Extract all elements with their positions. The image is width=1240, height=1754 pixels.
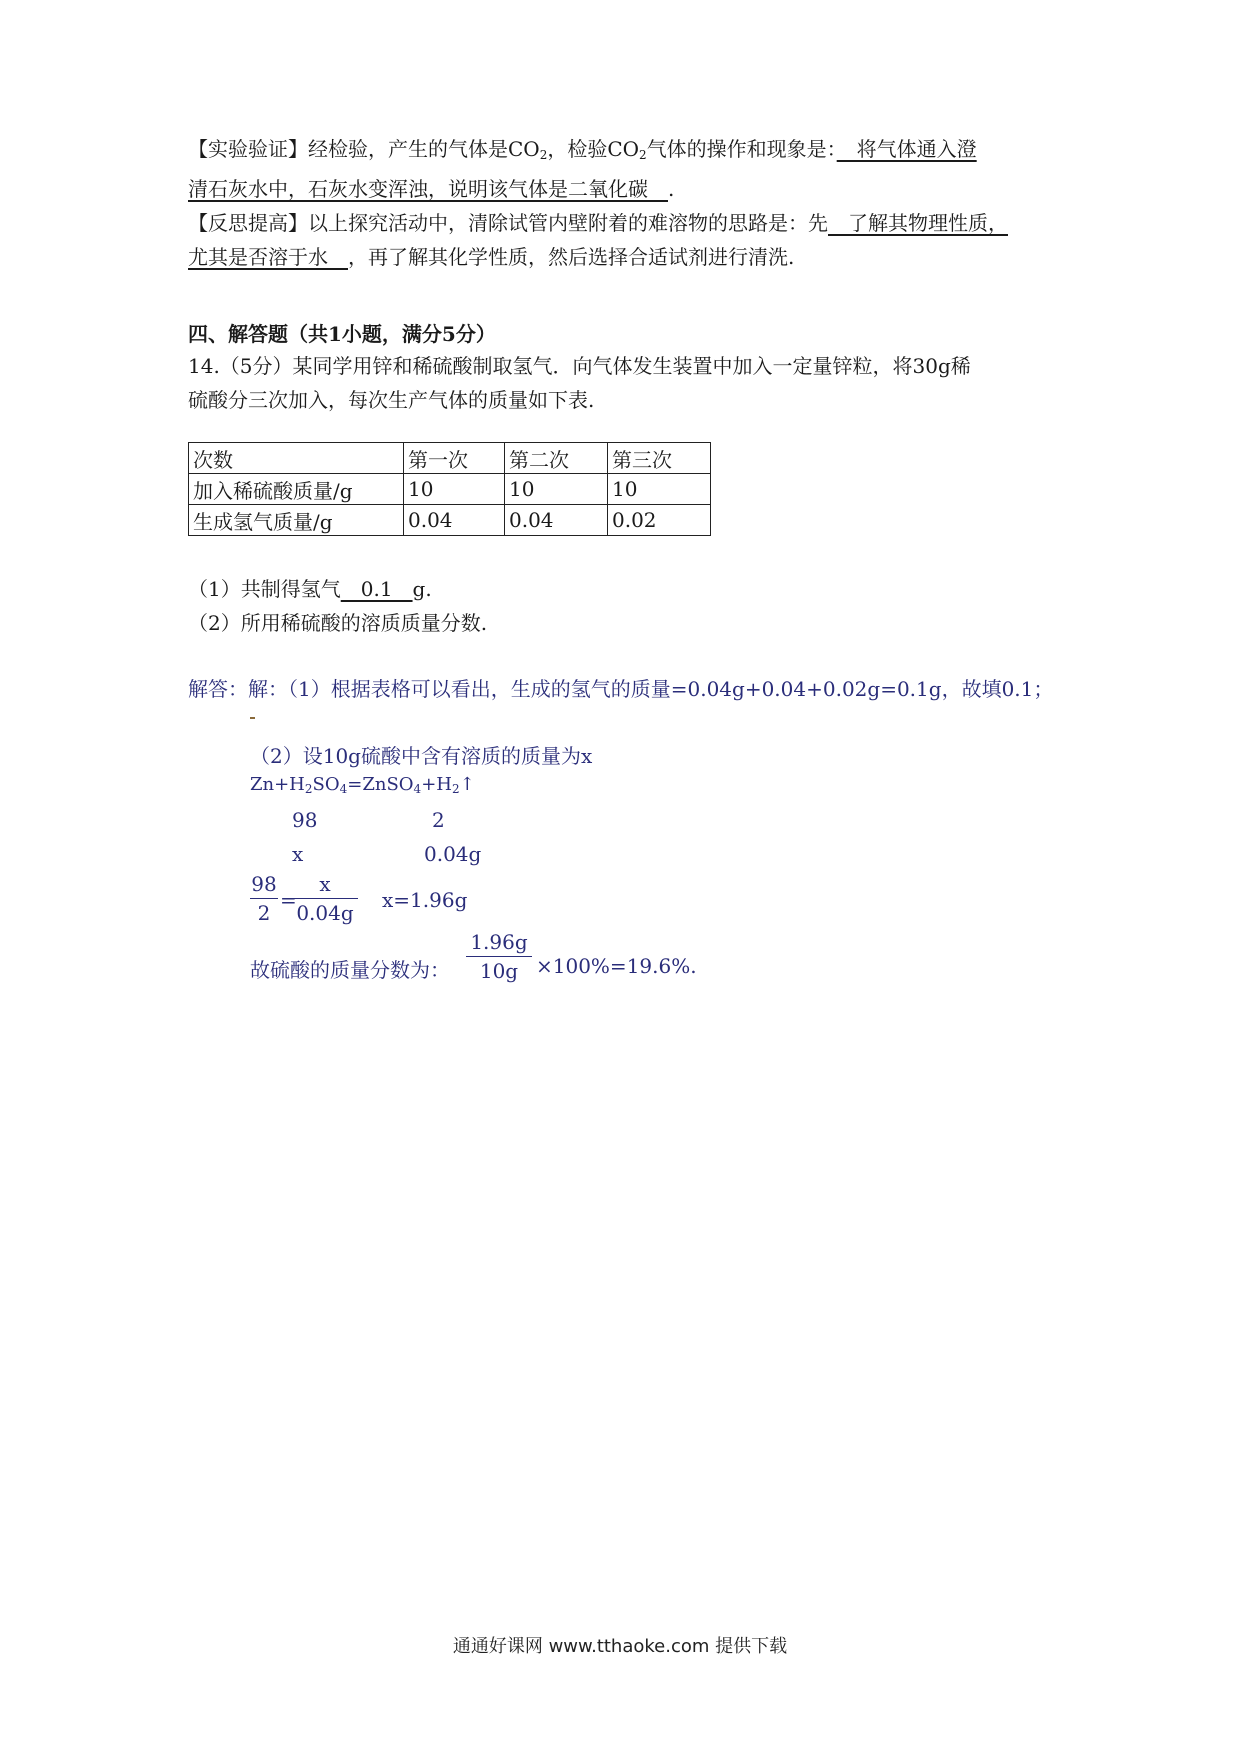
table-header-row xyxy=(189,443,711,474)
footer-text: 通通好课网 www.tthaoke.com 提供下载 xyxy=(452,1636,788,1657)
table-cell: 10 xyxy=(505,474,608,505)
table-row xyxy=(189,505,711,536)
table-cell: 加入稀硫酸质量/g xyxy=(189,474,404,505)
reflect-text: 以上探究活动中，清除试管内壁附着的难溶物的思路是：先 xyxy=(308,211,828,235)
q2-text: （2）所用稀硫酸的溶质质量分数. xyxy=(188,611,488,635)
verify-tag: 【实验验证】 xyxy=(188,137,308,161)
fraction-x-004g xyxy=(292,872,358,925)
var-004g: 0.04g xyxy=(424,842,482,866)
reflect-end: ，再了解其化学性质，然后选择合适试剂进行清洗. xyxy=(348,245,795,269)
verify-end: . xyxy=(668,177,675,201)
reflect-answer-2: 尤其是否溶于水 xyxy=(188,245,348,269)
verify-text-1: 经检验，产生的气体是CO xyxy=(308,137,540,161)
verify-answer-1: 将气体通入澄 xyxy=(836,137,977,161)
co2-subscript: 2 xyxy=(539,148,548,162)
verify-answer-2: 清石灰水中，石灰水变浑浊，说明该气体是二氧化碳 xyxy=(188,177,668,201)
question-paragraph xyxy=(188,349,1058,417)
co2-subscript: 2 xyxy=(639,148,647,162)
arrow-up-icon: ↑ xyxy=(459,774,475,795)
table-cell: 10 xyxy=(608,474,711,505)
fraction-bar xyxy=(292,898,358,899)
fraction-numerator: 98 xyxy=(251,872,277,896)
eq-sub: 2 xyxy=(304,782,313,796)
chemical-equation xyxy=(250,774,475,796)
var-x: x xyxy=(292,842,304,866)
fraction-bar xyxy=(466,956,532,957)
reflect-answer-1: 了解其物理性质， xyxy=(828,211,1008,235)
verify-text-2: ，检验CO xyxy=(547,137,640,161)
final-suffix: ×100%=19.6%. xyxy=(536,954,697,978)
reflect-tag: 【反思提高】 xyxy=(188,211,308,235)
verify-paragraph xyxy=(188,132,1058,274)
table-cell: 0.04 xyxy=(404,505,505,536)
table-header-cell: 第一次 xyxy=(404,443,505,474)
table-cell: 生成氢气质量/g xyxy=(189,505,404,536)
eq-mid: =ZnSO xyxy=(347,774,414,795)
mass-98: 98 xyxy=(292,808,318,832)
table-header-cell: 第二次 xyxy=(505,443,608,474)
table-cell: 0.04 xyxy=(505,505,608,536)
eq-sub: 4 xyxy=(339,782,348,796)
final-prefix: 故硫酸的质量分数为： xyxy=(250,958,450,982)
section-heading: 四、解答题（共1小题，满分5分） xyxy=(188,322,496,346)
equals-sign: = xyxy=(280,888,297,912)
q1-prefix: （1）共制得氢气 xyxy=(188,577,341,601)
q1-answer: 0.1 xyxy=(340,577,413,601)
fraction-98-2 xyxy=(250,872,278,925)
eq-sub: 4 xyxy=(413,782,422,796)
verify-text-3: 气体的操作和现象是： xyxy=(646,137,837,161)
fraction-final xyxy=(466,930,532,983)
fraction-numerator: x xyxy=(319,872,331,896)
table-cell: 10 xyxy=(404,474,505,505)
table-header-cell: 第三次 xyxy=(608,443,711,474)
fraction-denominator: 2 xyxy=(257,901,271,925)
eq-h: +H xyxy=(421,774,452,795)
x-result: x=1.96g xyxy=(382,888,468,912)
fraction-bar xyxy=(250,898,278,899)
fraction-denominator: 0.04g xyxy=(296,901,354,925)
subquestions xyxy=(188,572,1058,640)
question-line-2: 硫酸分三次加入，每次生产气体的质量如下表. xyxy=(188,388,595,412)
table-row xyxy=(189,474,711,505)
small-mark xyxy=(250,717,255,719)
eq-so: SO xyxy=(312,774,340,795)
q1-suffix: g. xyxy=(412,577,432,601)
table-cell: 0.02 xyxy=(608,505,711,536)
solution-line-1: 解答：解：（1）根据表格可以看出，生成的氢气的质量=0.04g+0.04+0.02g=0.1g，故填0.1； xyxy=(188,677,1054,701)
fraction-numerator: 1.96g xyxy=(470,930,528,954)
question-line-1: 14.（5分）某同学用锌和稀硫酸制取氢气．向气体发生装置中加入一定量锌粒，将30g稀 xyxy=(188,354,971,378)
mass-2: 2 xyxy=(432,808,445,832)
eq-zn: Zn+H xyxy=(250,774,305,795)
fraction-denominator: 10g xyxy=(479,959,519,983)
table-header-cell: 次数 xyxy=(189,443,404,474)
data-table xyxy=(188,442,711,536)
solution-line-2: （2）设10g硫酸中含有溶质的质量为x xyxy=(250,744,593,768)
eq-sub: 2 xyxy=(451,782,460,796)
